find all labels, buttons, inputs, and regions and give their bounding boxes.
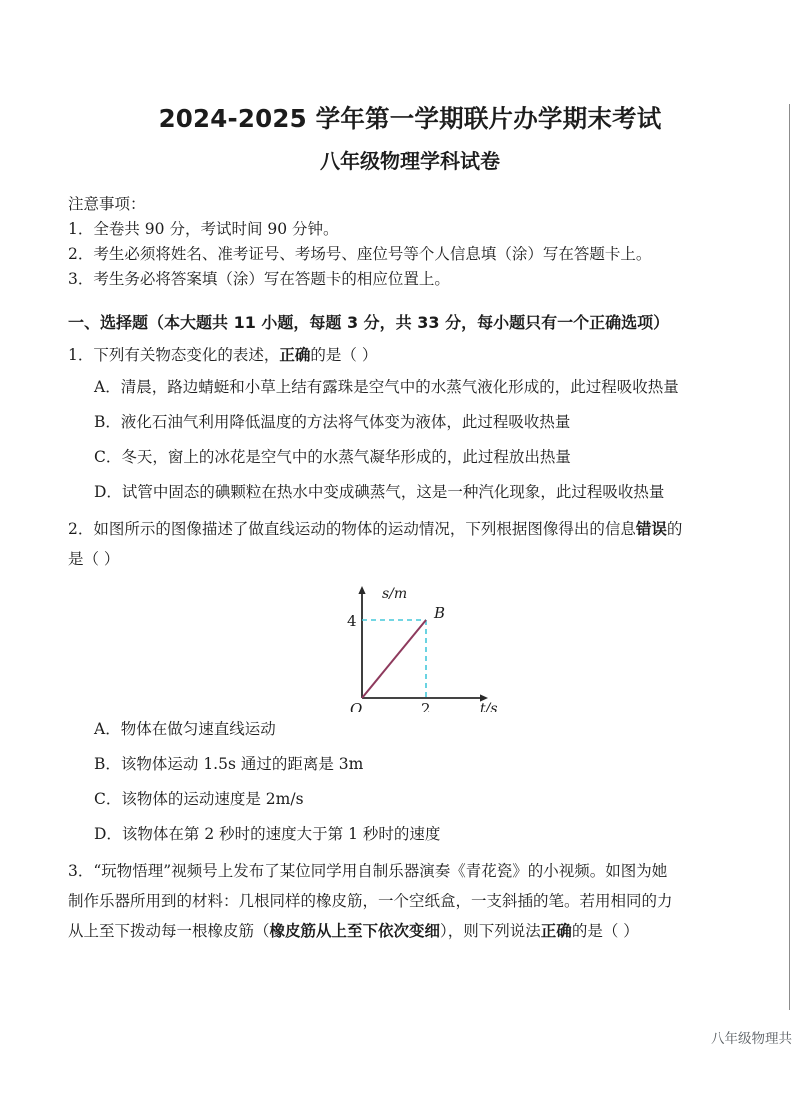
notice-block <box>68 192 752 292</box>
question-3-stem-line-3 <box>68 916 752 946</box>
question-1-stem-tail: 的是（ ） <box>310 346 378 365</box>
question-1-stem <box>68 340 752 370</box>
point-label-b: B <box>434 604 446 623</box>
question-1-option-c[interactable]: C．冬天，窗上的冰花是空气中的水蒸气凝华形成的，此过程放出热量 <box>94 448 571 467</box>
notice-item: 1．全卷共 90 分，考试时间 90 分钟。 <box>68 220 339 239</box>
question-2-stem-text: 如图所示的图像描述了做直线运动的物体的运动情况，下列根据图像得出的信息 <box>93 520 636 539</box>
question-2-stem-emphasis: 错误 <box>635 519 667 539</box>
question-2-option-c[interactable]: C．该物体的运动速度是 2m/s <box>94 790 304 809</box>
y-tick-label-4: 4 <box>347 612 357 631</box>
question-2-option-a[interactable]: A．物体在做匀速直线运动 <box>94 720 276 739</box>
distance-time-graph-svg <box>330 580 530 712</box>
question-1-option-d[interactable]: D．试管中固态的碘颗粒在热水中变成碘蒸气，这是一种汽化现象，此过程吸收热量 <box>94 483 665 502</box>
question-3-line-1-text: “玩物悟理”视频号上发布了某位同学用自制乐器演奏《青花瓷》的小视频。如图为她 <box>93 862 668 881</box>
page-content <box>68 0 752 946</box>
question-3-stem-line-2: 制作乐器所用到的材料：几根同样的橡皮筋，一个空纸盒，一支斜插的笔。若用相同的力 <box>68 892 673 911</box>
section-heading-multiple-choice: 一、选择题（本大题共 11 小题，每题 3 分，共 33 分，每小题只有一个正确选项） <box>68 313 670 333</box>
notice-heading: 注意事项： <box>68 195 146 214</box>
question-2-number: 2． <box>68 520 94 539</box>
page-edge-rule <box>789 104 790 1010</box>
question-1-stem-text: 下列有关物态变化的表述， <box>93 346 280 365</box>
y-axis-arrow <box>358 586 365 594</box>
notice-item: 3．考生务必将答案填（涂）写在答题卡的相应位置上。 <box>68 270 450 289</box>
question-1-option-a[interactable]: A．清晨，路边蜻蜓和小草上结有露珠是空气中的水蒸气液化形成的，此过程吸收热量 <box>94 378 679 397</box>
data-line-segment <box>362 620 426 698</box>
question-1-option-b[interactable]: B．液化石油气利用降低温度的方法将气体变为液体，此过程吸收热量 <box>94 413 571 432</box>
question-3-line-3-mid: ），则下列说法 <box>440 922 541 941</box>
question-2-option-b[interactable]: B．该物体运动 1.5s 通过的距离是 3m <box>94 755 364 774</box>
page-subtitle: 八年级物理学科试卷 <box>320 149 500 174</box>
page-footer: 八年级物理共 <box>711 1031 792 1047</box>
question-1-stem-emphasis: 正确 <box>279 345 311 365</box>
question-2-stem-line-2: 是（ ） <box>68 550 120 569</box>
question-1-number: 1． <box>68 346 94 365</box>
x-axis-label: t/s <box>480 701 498 713</box>
question-3-line-3-post: 的是（ ） <box>571 922 639 941</box>
question-3-stem-line-1 <box>68 856 752 886</box>
y-axis-label: s/m <box>382 586 408 603</box>
question-3-emphasis-1: 橡皮筋从上至下依次变细 <box>269 921 441 941</box>
question-2-figure-area <box>68 580 752 712</box>
question-3-number: 3． <box>68 862 94 881</box>
page-title: 2024-2025 学年第一学期联片办学期末考试 <box>158 104 662 133</box>
notice-item: 2．考生必须将姓名、准考证号、考场号、座位号等个人信息填（涂）写在答题卡上。 <box>68 245 652 264</box>
x-tick-label-2: 2 <box>421 700 431 713</box>
question-2-stem <box>68 514 752 544</box>
question-3-line-3-pre: 从上至下拨动每一根橡皮筋（ <box>68 922 270 941</box>
question-2-stem-tail: 的 <box>666 520 683 539</box>
question-3-emphasis-2: 正确 <box>540 921 572 941</box>
origin-label: O <box>350 700 363 713</box>
question-2-option-d[interactable]: D．该物体在第 2 秒时的速度大于第 1 秒时的速度 <box>94 825 441 844</box>
distance-time-graph <box>330 580 530 712</box>
